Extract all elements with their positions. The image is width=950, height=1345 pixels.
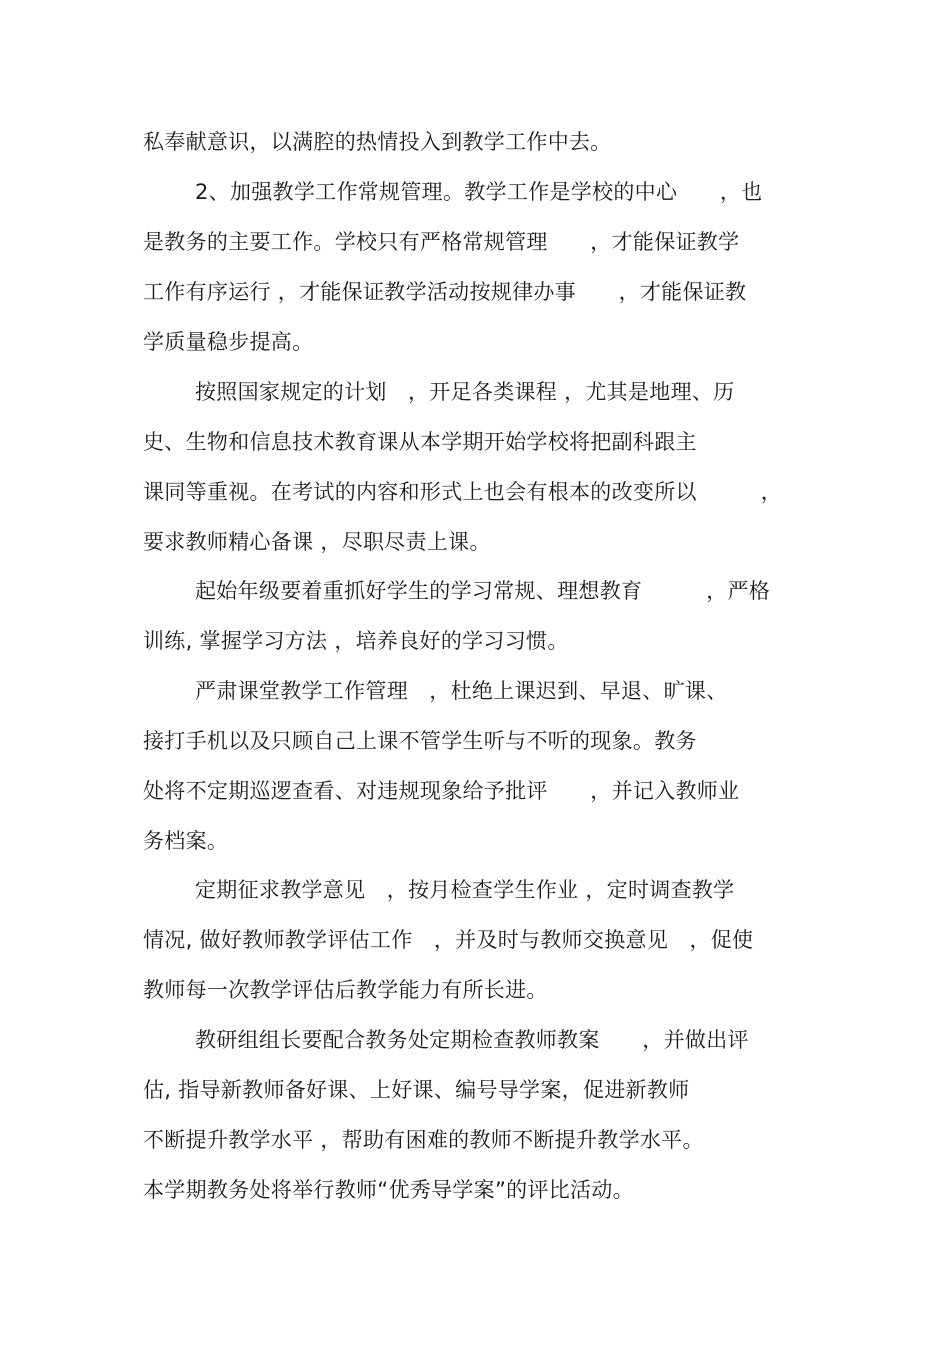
text-line: 是教务的主要工作。学校只有严格常规管理 ，才能保证教学: [143, 230, 740, 254]
text-line: 处将不定期巡逻查看、对违规现象给予批评 ，并记入教师业: [143, 779, 740, 803]
text-line: 起始年级要着重抓好学生的学习常规、理想教育 ，严格: [195, 579, 771, 603]
text-line: 本学期教务处将举行教师“优秀导学案”的评比活动。: [143, 1178, 634, 1202]
text-line: 教师每一次教学评估后教学能力有所长进。: [143, 978, 548, 1002]
text-line: 估, 指导新教师备好课、上好课、编号导学案，促进新教师: [143, 1078, 690, 1102]
text-line: 严肃课堂教学工作管理 ，杜绝上课迟到、早退、旷课、: [195, 679, 728, 703]
text-line: 2、加强教学工作常规管理。教学工作是学校的中心 ，也: [195, 180, 763, 204]
text-line: 史、生物和信息技术教育课从本学期开始学校将把副科跟主: [143, 430, 697, 454]
text-line: 按照国家规定的计划 ，开足各类课程 ，尤其是地理、历: [195, 380, 735, 404]
text-line: 训练, 掌握学习方法 ，培养良好的学习习惯。: [143, 629, 569, 653]
text-line: 教研组组长要配合教务处定期检查教师教案 ，并做出评: [195, 1028, 749, 1052]
text-line: 务档案。: [143, 829, 229, 853]
text-line: 课同等重视。在考试的内容和形式上也会有根本的改变所以 ，: [143, 480, 782, 504]
text-line: 要求教师精心备课 ，尽职尽责上课。: [143, 530, 491, 554]
text-line: 接打手机以及只顾自己上课不管学生听与不听的现象。教务: [143, 729, 697, 753]
text-line: 私奉献意识，以满腔的热情投入到教学工作中去。: [143, 130, 612, 154]
text-line: 工作有序运行 ，才能保证教学活动按规律办事 ，才能保证教: [143, 280, 747, 304]
text-line: 定期征求教学意见 ，按月检查学生作业 ，定时调查教学: [195, 878, 735, 902]
text-line: 情况, 做好教师教学评估工作 ，并及时与教师交换意见 ，促使: [143, 928, 754, 952]
text-line: 学质量稳步提高。: [143, 330, 314, 354]
text-line: 不断提升教学水平 ，帮助有困难的教师不断提升教学水平。: [143, 1128, 704, 1152]
